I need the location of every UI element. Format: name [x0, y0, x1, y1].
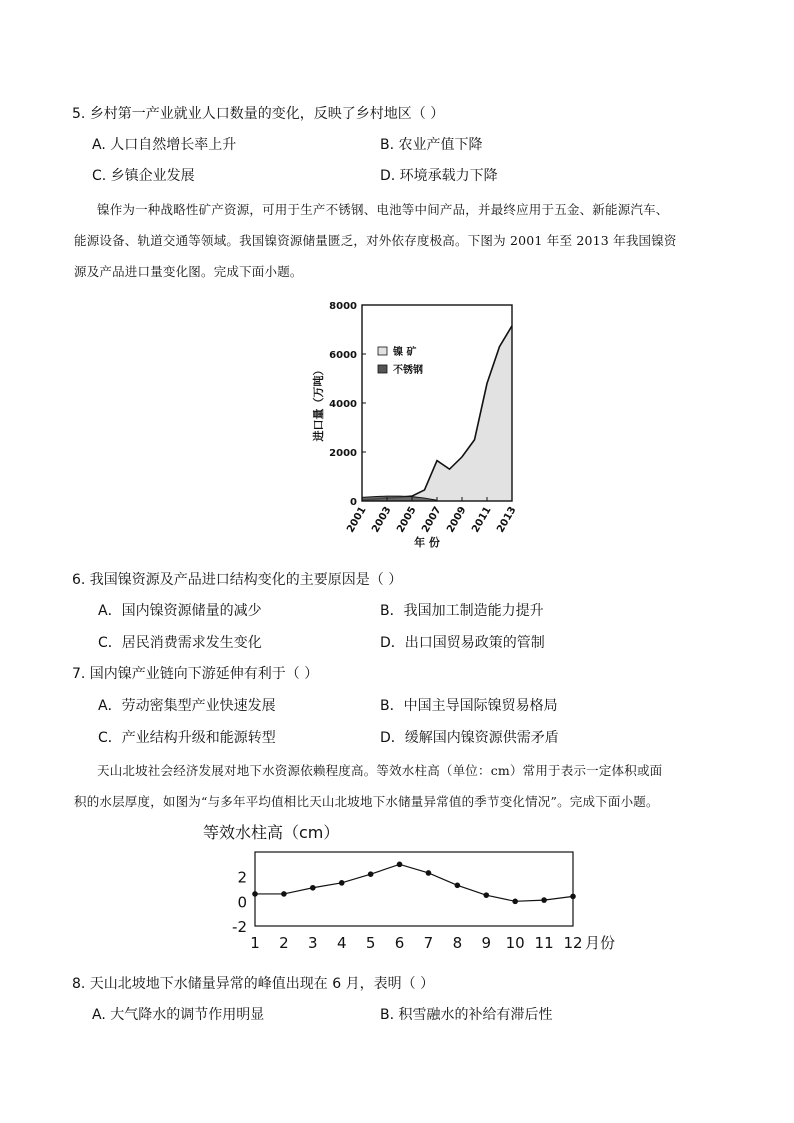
nickel-intro-line-1: 镍作为一种战略性矿产资源，可用于生产不锈钢、电池等中间产品，并最终应用于五金、新能源汽车、	[97, 202, 669, 217]
data-point	[570, 894, 576, 900]
x-tick-label: 2001	[345, 505, 369, 535]
data-point	[512, 899, 518, 905]
x-tick-label: 6	[394, 934, 405, 952]
groundwater-anomaly-chart	[195, 818, 655, 958]
y-tick-label: 6000	[329, 350, 357, 361]
nickel-intro-line-3: 源及产品进口量变化图。完成下面小题。	[74, 264, 303, 279]
plot-frame	[255, 852, 573, 926]
q5-option-d: D. 环境承载力下降	[380, 168, 498, 184]
q6-option-c: C．居民消费需求发生变化	[98, 635, 262, 651]
q8-stem: 8. 天山北坡地下水储量异常的峰值出现在 6 月，表明（ ）	[72, 976, 435, 992]
x-tick-label: 1	[250, 934, 260, 952]
q6-option-d: D．出口国贸易政策的管制	[380, 635, 545, 651]
series-line	[255, 864, 573, 901]
tianshan-intro-line-2: 积的水层厚度，如图为“与多年平均值相比天山北坡地下水储量异常值的季节变化情况”。完成下面小题。	[74, 794, 659, 809]
q6-option-b: B．我国加工制造能力提升	[380, 603, 544, 619]
chart-title: 等效水柱高（cm）	[203, 823, 340, 842]
x-tick-label: 2	[279, 934, 289, 952]
data-point	[397, 862, 403, 868]
q8-option-b: B. 积雪融水的补给有滞后性	[380, 1007, 553, 1023]
x-tick-label: 11	[534, 934, 554, 952]
q7-stem: 7. 国内镍产业链向下游延伸有利于（ ）	[72, 666, 319, 682]
data-point	[455, 883, 461, 889]
legend-swatch	[378, 365, 387, 373]
x-tick-label: 2005	[395, 505, 419, 535]
data-point	[339, 880, 345, 886]
x-tick-label: 3	[308, 934, 318, 952]
q7-option-a: A．劳动密集型产业快速发展	[98, 698, 276, 714]
q6-stem: 6. 我国镍资源及产品进口结构变化的主要原因是（ ）	[72, 572, 403, 588]
x-tick-label: 9	[481, 934, 492, 952]
y-tick-label: 4000	[329, 399, 357, 410]
nickel-intro-line-2: 能源设备、轨道交通等领域。我国镍资源储量匮乏，对外依存度极高。下图为 2001 年至 2013 年我国镍资	[74, 233, 677, 248]
y-axis-label: 进口量（万吨）	[312, 364, 325, 442]
data-point	[310, 885, 316, 891]
q7-option-c: C．产业结构升级和能源转型	[98, 730, 276, 746]
nickel-import-chart	[300, 295, 535, 555]
y-tick-label: 0	[237, 893, 247, 912]
q7-option-b: B．中国主导国际镍贸易格局	[380, 698, 558, 714]
y-tick-label: 2	[237, 868, 247, 887]
legend-swatch	[378, 347, 387, 355]
q5-option-a: A. 人口自然增长率上升	[92, 137, 237, 153]
x-tick-label: 8	[452, 934, 463, 952]
x-tick-label: 4	[336, 934, 347, 952]
y-tick-label: -2	[232, 918, 247, 936]
q5-stem: 5. 乡村第一产业就业人口数量的变化，反映了乡村地区（ ）	[72, 106, 445, 122]
q5-option-c: C. 乡镇企业发展	[92, 168, 195, 184]
q7-option-d: D．缓解国内镍资源供需矛盾	[380, 730, 559, 746]
legend-label: 不锈钢	[393, 365, 423, 376]
q8-option-a: A. 大气降水的调节作用明显	[92, 1007, 265, 1023]
q5-option-b: B. 农业产值下降	[380, 137, 483, 153]
x-tick-label: 7	[423, 934, 434, 952]
x-tick-label: 2013	[495, 505, 519, 535]
y-tick-label: 8000	[329, 301, 357, 312]
data-point	[368, 871, 374, 877]
data-point	[426, 870, 432, 876]
x-tick-label: 2009	[445, 505, 469, 535]
data-point	[483, 892, 489, 898]
x-axis-label: 年 份	[414, 536, 440, 549]
x-tick-label: 5	[365, 934, 376, 952]
x-tick-label: 2003	[370, 505, 394, 535]
data-point	[281, 891, 287, 897]
x-tick-label: 2011	[470, 505, 494, 535]
x-tick-label: 12	[563, 934, 583, 952]
tianshan-intro-line-1: 天山北坡社会经济发展对地下水资源依赖程度高。等效水柱高（单位：cm）常用于表示一定体积或面	[97, 763, 663, 778]
x-axis-label: 月份	[585, 934, 616, 952]
data-point	[541, 897, 547, 903]
y-tick-label: 2000	[329, 448, 357, 459]
x-tick-label: 2007	[420, 505, 444, 535]
q6-option-a: A．国内镍资源储量的减少	[98, 603, 262, 619]
y-tick-label: 0	[350, 497, 357, 508]
legend-label: 镍 矿	[393, 347, 417, 358]
data-point	[252, 891, 258, 897]
x-tick-label: 10	[505, 934, 525, 952]
